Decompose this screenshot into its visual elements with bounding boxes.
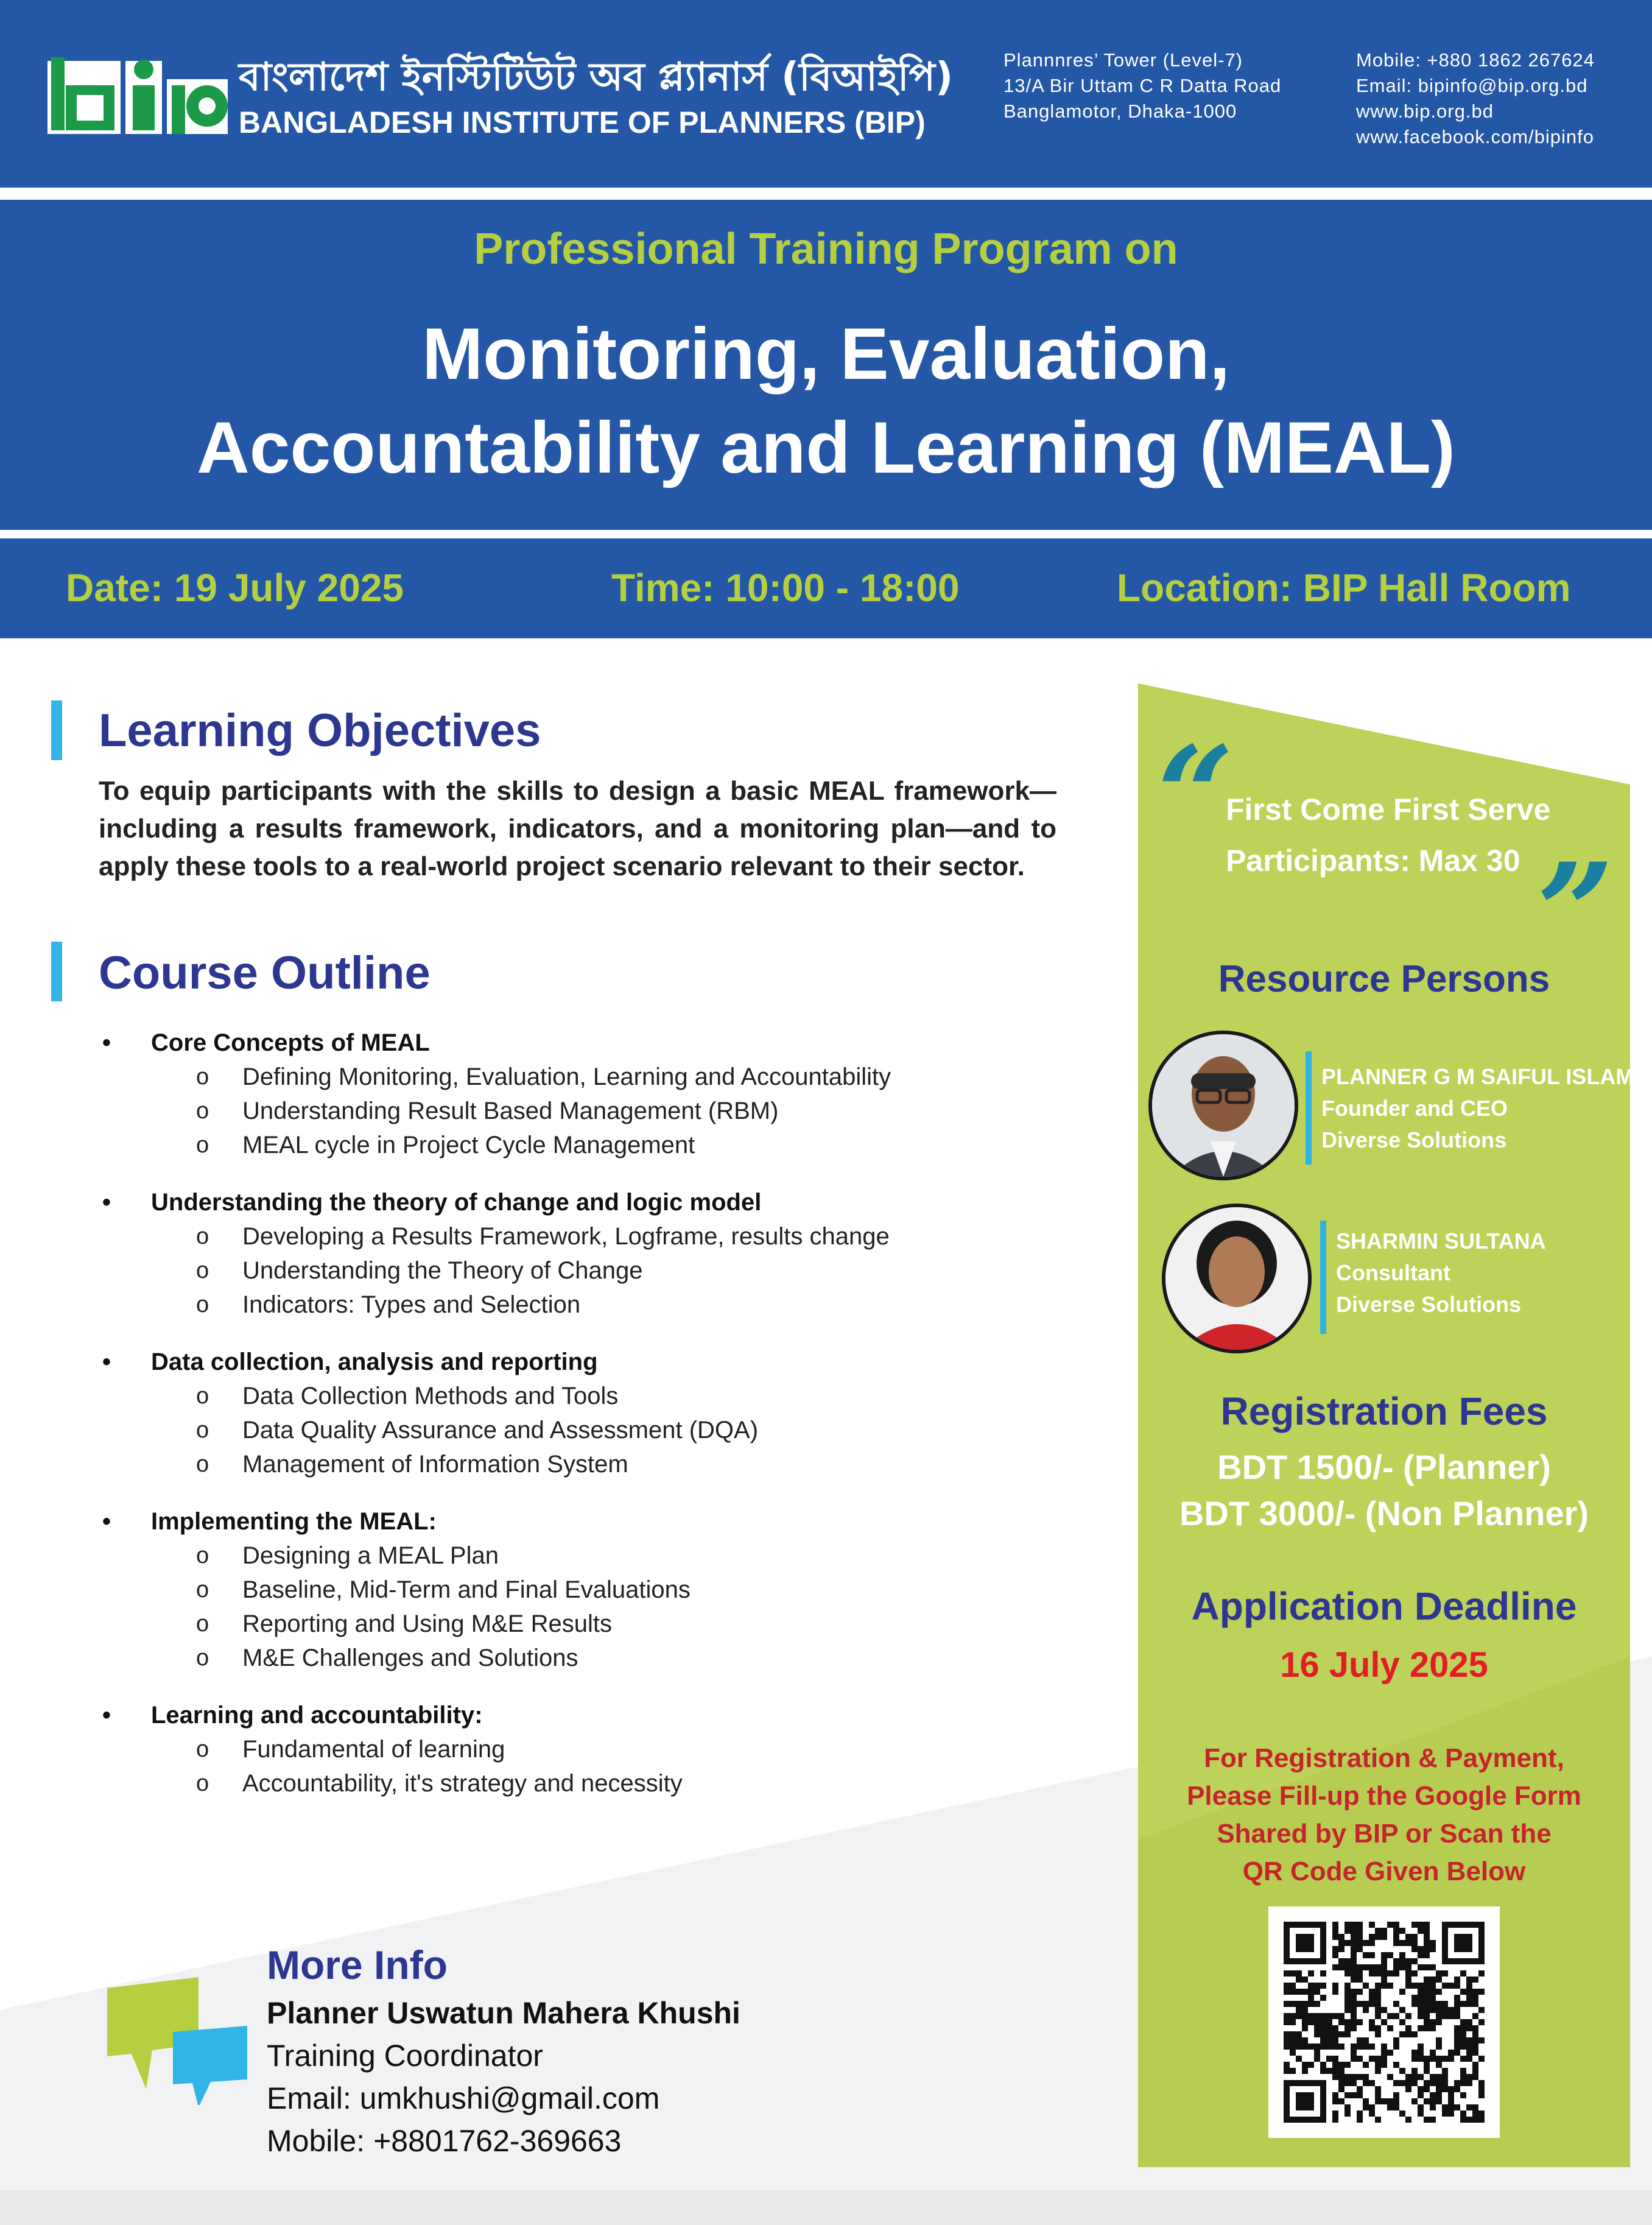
person-role: Consultant <box>1336 1260 1450 1285</box>
more-info-heading: More Info <box>267 1942 448 1987</box>
person-2-info <box>1336 1225 1546 1321</box>
fee-non-planner: BDT 3000/- (Non Planner) <box>1179 1494 1589 1532</box>
close-quote-icon: ” <box>1537 833 1614 991</box>
email-text: Email: bipinfo@bip.org.bd <box>1356 75 1588 96</box>
qr-code[interactable] <box>1268 1906 1500 2138</box>
topic-title: Learning and accountability: <box>151 1702 483 1729</box>
circle-bullet-icon: o <box>196 1292 209 1317</box>
qr-code-icon <box>1268 1906 1500 2138</box>
outline-subitem <box>99 1732 1134 1766</box>
subitem-text: Data Quality Assurance and Assessment (DQA) <box>242 1417 759 1444</box>
topic-title: Understanding the theory of change and logic model <box>151 1189 762 1216</box>
person-org: Diverse Solutions <box>1336 1292 1522 1317</box>
subitem-text: Fundamental of learning <box>242 1736 505 1763</box>
title-divider <box>0 530 1652 538</box>
subitem-text: Indicators: Types and Selection <box>242 1291 581 1318</box>
outline-topic <box>99 1345 1134 1379</box>
deadline-date: 16 July 2025 <box>1280 1645 1488 1685</box>
first-come-text: First Come First Serve <box>1226 792 1551 827</box>
event-date: Date: 19 July 2025 <box>66 566 404 610</box>
note-line: Please Fill-up the Google Form <box>1187 1781 1581 1811</box>
outline-subitem <box>99 1413 1134 1447</box>
circle-bullet-icon: o <box>196 1451 209 1477</box>
coordinator-mobile: Mobile: +8801762-369663 <box>267 2124 622 2158</box>
bullet-icon: • <box>102 1508 111 1535</box>
outline-topic <box>99 1026 1134 1060</box>
registration-note <box>1138 1740 1630 1891</box>
bullet-icon: • <box>102 1349 111 1375</box>
outline-subitem <box>99 1219 1134 1254</box>
circle-bullet-icon: o <box>196 1611 209 1637</box>
chat-bubbles-icon <box>107 1977 247 2105</box>
outline-subitem <box>99 1447 1134 1481</box>
circle-bullet-icon: o <box>196 1577 209 1603</box>
bottom-strip <box>0 2190 1652 2225</box>
participants-max-text: Participants: Max 30 <box>1226 844 1520 878</box>
coordinator-email: Email: umkhushi@gmail.com <box>267 2081 660 2115</box>
outline-subitem <box>99 1573 1134 1607</box>
circle-bullet-icon: o <box>196 1064 209 1090</box>
person-1-info <box>1321 1061 1634 1156</box>
note-line: QR Code Given Below <box>1242 1857 1526 1886</box>
person-icon <box>1165 1207 1308 1350</box>
address-line: Plannnres’ Tower (Level-7) <box>1004 49 1243 71</box>
outline-subitem <box>99 1128 1134 1162</box>
topic-title: Data collection, analysis and reporting <box>151 1349 598 1375</box>
outline-subitem <box>99 1060 1134 1094</box>
address-line: Banglamotor, Dhaka-1000 <box>1004 100 1237 122</box>
subitem-text: Baseline, Mid-Term and Final Evaluations <box>242 1576 691 1603</box>
objectives-text: To equip participants with the skills to design a basic MEAL framework—including a results framework, indicators, and a monitoring plan—and to apply these tools to a real-world project scenario relevant to their sector. <box>99 776 1056 881</box>
circle-bullet-icon: o <box>196 1258 209 1283</box>
circle-bullet-icon: o <box>196 1383 209 1409</box>
event-location: Location: BIP Hall Room <box>1117 566 1571 610</box>
outline-subitem <box>99 1539 1134 1573</box>
person-name: SHARMIN SULTANA <box>1336 1229 1546 1254</box>
person-icon <box>1152 1034 1295 1177</box>
subitem-text: Understanding the Theory of Change <box>242 1257 643 1284</box>
coordinator-name: Planner Uswatun Mahera Khushi <box>267 1996 740 2030</box>
circle-bullet-icon: o <box>196 1645 209 1671</box>
circle-bullet-icon: o <box>196 1771 209 1796</box>
note-line: Shared by BIP or Scan the <box>1217 1819 1552 1849</box>
outline-subitem <box>99 1607 1134 1641</box>
bullet-icon: • <box>102 1029 111 1056</box>
open-quote-icon: “ <box>1157 716 1234 874</box>
outline-topic <box>99 1185 1134 1219</box>
outline-subitem <box>99 1766 1134 1800</box>
subitem-text: Understanding Result Based Management (RBM) <box>242 1098 779 1124</box>
person-name: PLANNER G M SAIFUL ISLAM <box>1321 1064 1634 1089</box>
outline-topic <box>99 1698 1134 1732</box>
subitem-text: M&E Challenges and Solutions <box>242 1645 578 1671</box>
bullet-icon: • <box>102 1702 111 1729</box>
address-block <box>1004 48 1281 124</box>
outline-topic <box>99 1504 1134 1539</box>
circle-bullet-icon: o <box>196 1417 209 1443</box>
subitem-text: Management of Information System <box>242 1451 628 1478</box>
mobile-text: Mobile: +880 1862 267624 <box>1356 49 1595 71</box>
bip-logo-mark <box>47 55 230 134</box>
circle-bullet-icon: o <box>196 1132 209 1158</box>
subitem-text: MEAL cycle in Project Cycle Management <box>242 1132 695 1158</box>
outline-subitem <box>99 1379 1134 1413</box>
course-outline-list <box>99 1026 1134 1800</box>
subitem-text: Accountability, it's strategy and necessity <box>242 1770 683 1797</box>
outline-subitem <box>99 1288 1134 1322</box>
circle-bullet-icon: o <box>196 1737 209 1762</box>
deadline-heading: Application Deadline <box>1191 1584 1577 1628</box>
event-time: Time: 10:00 - 18:00 <box>611 566 960 610</box>
registration-fees-heading: Registration Fees <box>1220 1389 1548 1433</box>
org-name-english: BANGLADESH INSTITUTE OF PLANNERS (BIP) <box>239 105 926 139</box>
subitem-text: Defining Monitoring, Evaluation, Learning and Accountability <box>242 1063 891 1090</box>
outline-heading: Course Outline <box>99 947 431 999</box>
objectives-heading: Learning Objectives <box>99 705 541 756</box>
subitem-text: Designing a MEAL Plan <box>242 1542 499 1569</box>
bullet-icon: • <box>102 1189 111 1216</box>
subitem-text: Developing a Results Framework, Logframe, results change <box>242 1223 890 1250</box>
program-subtitle: Professional Training Program on <box>474 225 1178 273</box>
header-divider <box>0 188 1652 200</box>
program-title-line1: Monitoring, Evaluation, <box>422 313 1230 395</box>
avatar-person-1 <box>1148 1031 1298 1180</box>
org-name-bengali: বাংলাদেশ ইনস্টিটিউট অব প্ল্যানার্স (বিআইপি) <box>239 55 954 100</box>
topic-title: Implementing the MEAL: <box>151 1508 437 1535</box>
subitem-text: Reporting and Using M&E Results <box>242 1610 612 1637</box>
outline-accent-bar <box>51 942 62 1001</box>
topic-title: Core Concepts of MEAL <box>151 1029 430 1056</box>
avatar-person-2 <box>1162 1204 1312 1353</box>
bip-logo <box>47 55 230 134</box>
person-org: Diverse Solutions <box>1321 1127 1507 1152</box>
coordinator-role: Training Coordinator <box>267 2039 543 2073</box>
facebook-text: www.facebook.com/bipinfo <box>1356 126 1595 147</box>
circle-bullet-icon: o <box>196 1224 209 1249</box>
circle-bullet-icon: o <box>196 1098 209 1124</box>
outline-subitem <box>99 1254 1134 1288</box>
objectives-accent-bar <box>51 700 62 760</box>
circle-bullet-icon: o <box>196 1543 209 1568</box>
program-title-line2: Accountability and Learning (MEAL) <box>197 407 1455 488</box>
note-line: For Registration & Payment, <box>1204 1743 1564 1773</box>
resource-persons-heading: Resource Persons <box>1218 958 1550 1000</box>
person-2-accent-bar <box>1320 1221 1326 1334</box>
fee-planner: BDT 1500/- (Planner) <box>1217 1448 1551 1486</box>
contact-block <box>1356 48 1595 150</box>
person-role: Founder and CEO <box>1321 1096 1508 1121</box>
person-1-accent-bar <box>1306 1051 1312 1165</box>
outline-subitem <box>99 1641 1134 1675</box>
address-line: 13/A Bir Uttam C R Datta Road <box>1004 75 1282 96</box>
website-text: www.bip.org.bd <box>1356 100 1494 122</box>
outline-subitem <box>99 1094 1134 1128</box>
subitem-text: Data Collection Methods and Tools <box>242 1383 619 1409</box>
